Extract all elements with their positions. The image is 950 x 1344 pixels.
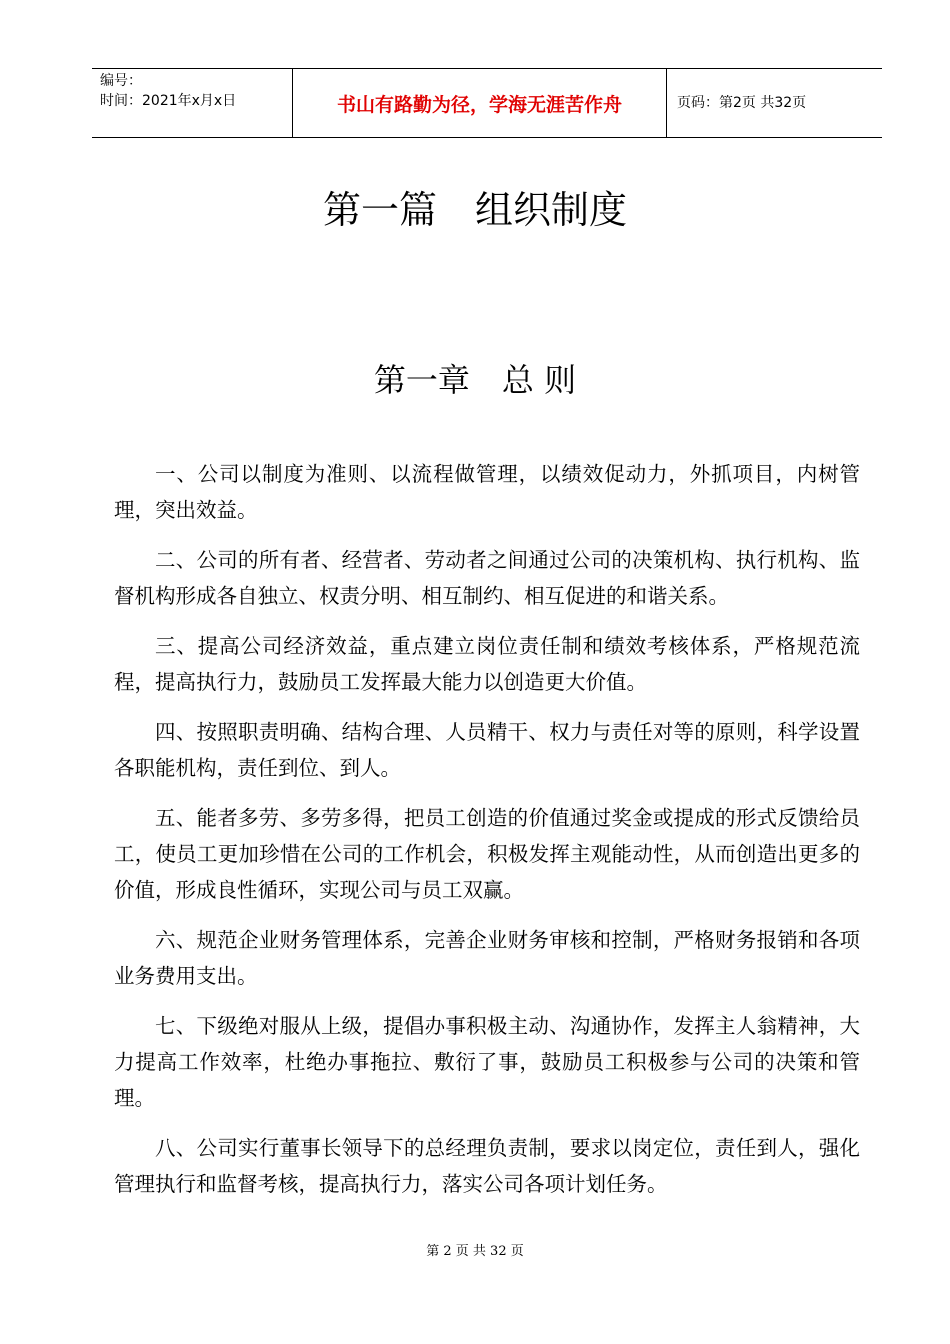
chapter-title: 第一章 总 则: [373, 361, 577, 399]
number-label: 编号：: [100, 73, 142, 89]
part-title: 第一篇 组织制度: [322, 188, 627, 232]
motto-text: 书山有路勤为径，学海无涯苦作舟: [336, 94, 622, 116]
page-info: 页码：第2页 共32页: [677, 95, 807, 111]
body-text: [114, 456, 860, 1216]
paragraph-2: 二、公司的所有者、经营者、劳动者之间通过公司的决策机构、执行机构、监督机构形成各自独立、权责分明、相互制约、相互促进的和谐关系。: [114, 548, 860, 608]
page-header: [92, 68, 882, 138]
paragraph-5: 五、能者多劳、多劳多得，把员工创造的价值通过奖金或提成的形式反馈给员工，使员工更加珍惜在公司的工作机会，积极发挥主观能动性，从而创造出更多的价值，形成良性循环，实现公司与员工双赢。: [114, 806, 860, 902]
time-label: 时间：2021年x月x日: [100, 93, 237, 109]
paragraph-3: 三、提高公司经济效益，重点建立岗位责任制和绩效考核体系，严格规范流程，提高执行力，鼓励员工发挥最大能力以创造更大价值。: [114, 634, 860, 694]
paragraph-4: 四、按照职责明确、结构合理、人员精干、权力与责任对等的原则，科学设置各职能机构，责任到位、到人。: [114, 720, 860, 780]
header-meta-cell: [92, 69, 293, 137]
paragraph-6: 六、规范企业财务管理体系，完善企业财务审核和控制，严格财务报销和各项业务费用支出。: [114, 928, 860, 988]
page-footer: 第 2 页 共 32 页: [426, 1244, 524, 1259]
header-motto-cell: [293, 69, 667, 137]
paragraph-1: 一、公司以制度为准则、以流程做管理，以绩效促动力，外抓项目，内树管理，突出效益。: [114, 462, 860, 522]
paragraph-7: 七、下级绝对服从上级，提倡办事积极主动、沟通协作，发挥主人翁精神，大力提高工作效率，杜绝办事拖拉、敷衍了事，鼓励员工积极参与公司的决策和管理。: [114, 1014, 860, 1110]
paragraph-8: 八、公司实行董事长领导下的总经理负责制，要求以岗定位，责任到人，强化管理执行和监督考核，提高执行力，落实公司各项计划任务。: [114, 1136, 860, 1196]
header-page-cell: [667, 69, 882, 137]
